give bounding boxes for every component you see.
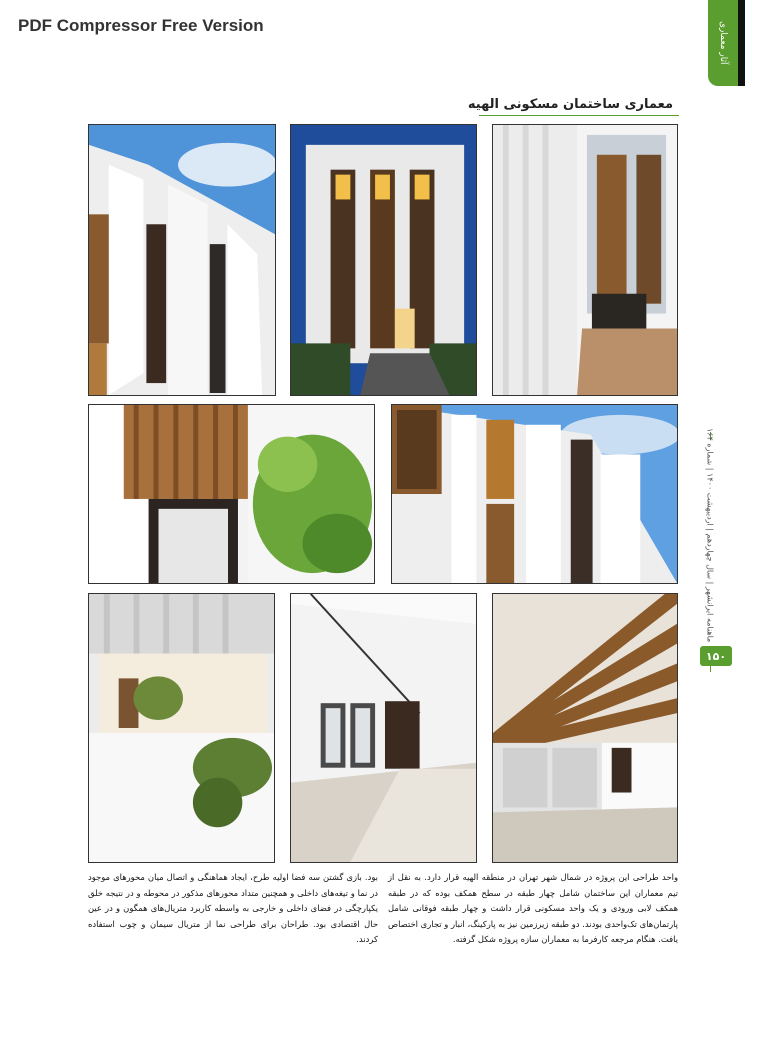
photo-wood-louvers-plant [88,404,375,584]
photo-facade-angle [391,404,678,584]
page-number: ۱۵۰ [700,646,732,666]
side-journal-info [700,427,720,643]
body-paragraph-right: واحد طراحی این پروژه در شمال شهر تهران در منطقه الهیه قرار دارد. به نقل از تیم معماران این ساختمان شامل چهار طبقه در سطح همکف بوده که در طبقه همکف لابی ورودی و یک واحد مسکونی قرار داشت و چهار طبقه فوقانی شامل پارتمان‌های تک‌واحدی بودند. دو طبقه زیرزمین نیز به پارکینگ، انبار و تجاری اختصاص یافت. هنگام مرجعه کارفرما به معماران سازه پروژه شکل گرفته. [388,872,678,944]
photo-interior-living [290,593,477,863]
body-text-right-column [388,870,678,948]
photo-interior-wood-beams [492,593,678,863]
photo-facade-night [290,124,477,396]
photo-facade-sky [88,124,276,396]
side-journal-info-text: ماهنامه ایرانشهر | سال چهاردهم | اردیبهشت ۱۴۰۰ | شماره ۱۶۴ [705,427,715,643]
photo-entrance-courtyard [492,124,678,396]
article-title-bar [467,93,679,116]
body-paragraph-left: بود. بازی گشتن سه فضا اولیه طرح، ایجاد هماهنگی و اتصال میان محورهای موجود در نما و تیغه‌های داخلی و همچنین متداد محورهای مذکور در محوطه و در نتیجه خلق یکپارچگی در فضای داخلی و خارجی به واسطه کاربرد متریال‌های همگون و در عین حال اقتصادی بود. طراحان برای طراحی نما از متریال سیمان و چوب استفاده کردند. [88,872,378,944]
watermark: PDF Compressor Free Version [18,16,264,35]
section-tab-label: آثار معماری [718,21,728,65]
section-tab [708,0,738,86]
body-text-left-column [88,870,378,948]
article-title: معماری ساختمان مسکونی الهیه [467,96,673,112]
tab-strip [738,0,745,86]
side-divider-bottom [710,666,711,672]
photo-interior-tree [88,593,275,863]
